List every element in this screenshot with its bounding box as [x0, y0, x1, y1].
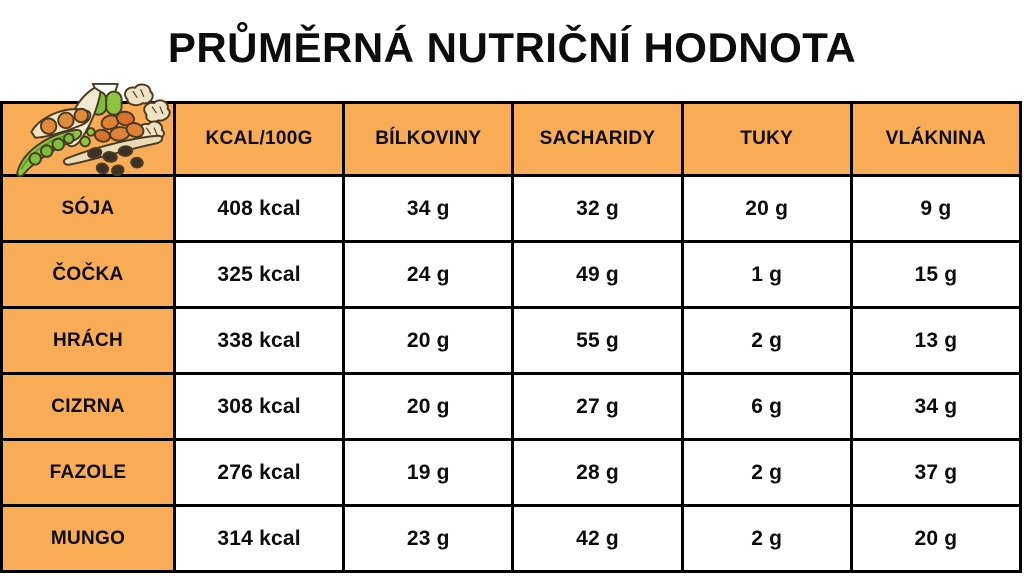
table-cell-r1c1: 408 kcal [176, 177, 342, 240]
table-cell-r5c2: 19 g [345, 441, 511, 504]
table-cell-r5c3: 28 g [514, 441, 680, 504]
table-cell-r5c4: 2 g [684, 441, 850, 504]
table-cell-r4c5: 34 g [853, 375, 1019, 438]
table-cell-r1c3: 32 g [514, 177, 680, 240]
row-label-čočka: ČOČKA [3, 243, 173, 306]
table-cell-r4c4: 6 g [684, 375, 850, 438]
table-cell-r4c3: 27 g [514, 375, 680, 438]
table-cell-r2c5: 15 g [853, 243, 1019, 306]
table-cell-r3c3: 55 g [514, 309, 680, 372]
table-cell-r6c4: 2 g [684, 507, 850, 570]
column-header-2: BÍLKOVINY [345, 104, 511, 174]
column-header-1: KCAL/100G [176, 104, 342, 174]
table-cell-r6c3: 42 g [514, 507, 680, 570]
page-title: PRŮMĚRNÁ NUTRIČNÍ HODNOTA [167, 24, 857, 71]
column-header-3: SACHARIDY [514, 104, 680, 174]
table-cell-r6c1: 314 kcal [176, 507, 342, 570]
table-cell-r2c3: 49 g [514, 243, 680, 306]
row-label-fazole: FAZOLE [3, 441, 173, 504]
table-cell-r6c2: 23 g [345, 507, 511, 570]
table-cell-r2c2: 24 g [345, 243, 511, 306]
table-corner-cell [3, 104, 173, 174]
table-cell-r2c4: 1 g [684, 243, 850, 306]
table-cell-r3c4: 2 g [684, 309, 850, 372]
column-header-4: TUKY [684, 104, 850, 174]
column-header-5: VLÁKNINA [853, 104, 1019, 174]
table-cell-r4c1: 308 kcal [176, 375, 342, 438]
legumes-cluster-icon [6, 82, 170, 178]
row-label-sója: SÓJA [3, 177, 173, 240]
table-cell-r1c5: 9 g [853, 177, 1019, 240]
table-cell-r4c2: 20 g [345, 375, 511, 438]
table-cell-r2c1: 325 kcal [176, 243, 342, 306]
table-cell-r1c4: 20 g [684, 177, 850, 240]
row-label-cizrna: CIZRNA [3, 375, 173, 438]
table-cell-r3c5: 13 g [853, 309, 1019, 372]
table-cell-r5c5: 37 g [853, 441, 1019, 504]
nutrition-table [0, 101, 1022, 573]
table-cell-r3c1: 338 kcal [176, 309, 342, 372]
row-label-hrách: HRÁCH [3, 309, 173, 372]
row-label-mungo: MUNGO [3, 507, 173, 570]
table-cell-r3c2: 20 g [345, 309, 511, 372]
table-cell-r5c1: 276 kcal [176, 441, 342, 504]
table-cell-r1c2: 34 g [345, 177, 511, 240]
table-cell-r6c5: 20 g [853, 507, 1019, 570]
